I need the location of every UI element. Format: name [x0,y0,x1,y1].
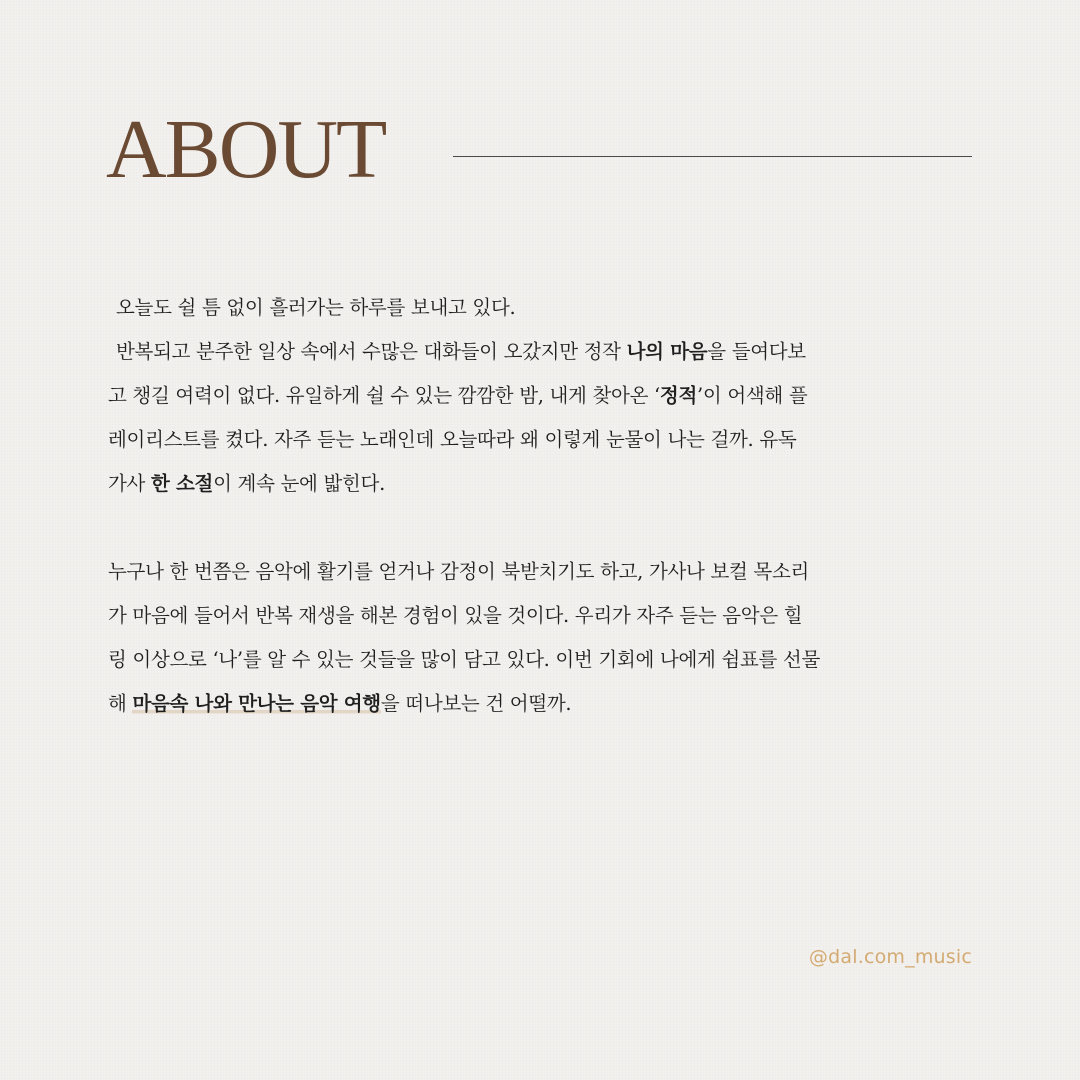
emphasis-one-verse: 한 소절 [150,472,214,495]
text-line: 레이리스트를 켰다. 자주 듣는 노래인데 오늘따라 왜 이렇게 눈물이 나는 걸까. 유독 [108,428,797,451]
text-segment: ’이 어색해 플 [696,384,808,407]
text-line [108,374,976,418]
text-segment: 을 떠나보는 건 어떨까. [380,692,572,715]
emphasis-silence: 정적 [659,384,697,407]
text-line [108,330,976,374]
text-segment: 반복되고 분주한 일상 속에서 수많은 대화들이 오갔지만 정작 [116,340,627,363]
intro-paragraph [108,286,976,506]
text-line [108,682,976,726]
emphasis-my-heart: 나의 마음 [626,340,708,363]
text-segment: 을 들여다보 [707,340,806,363]
title-divider [453,156,972,157]
closing-paragraph [108,550,976,726]
text-segment: 해 [108,692,133,715]
text-segment: 가사 [108,472,151,495]
page-title: ABOUT [106,103,386,196]
text-line: 가 마음에 들어서 반복 재생을 해본 경험이 있을 것이다. 우리가 자주 듣는 음악은 힐 [108,604,803,627]
text-line: 링 이상으로 ‘나’를 알 수 있는 것들을 많이 담고 있다. 이번 기회에 나에게 쉼표를 선물 [108,648,820,671]
text-line: 누구나 한 번쯤은 음악에 활기를 얻거나 감정이 북받치기도 하고, 가사나 보컬 목소리 [108,560,810,583]
text-line: 오늘도 쉴 틈 없이 흘러가는 하루를 보내고 있다. [116,296,516,319]
text-segment: 고 챙길 여력이 없다. 유일하게 쉴 수 있는 깜깜한 밤, 내게 찾아온 ‘ [108,384,660,407]
account-handle: @dal.com_music [808,946,972,968]
highlighted-phrase: 마음속 나와 만나는 음악 여행 [132,692,381,715]
text-line [108,462,976,506]
about-body [108,286,976,726]
text-segment: 이 계속 눈에 밟힌다. [213,472,385,495]
